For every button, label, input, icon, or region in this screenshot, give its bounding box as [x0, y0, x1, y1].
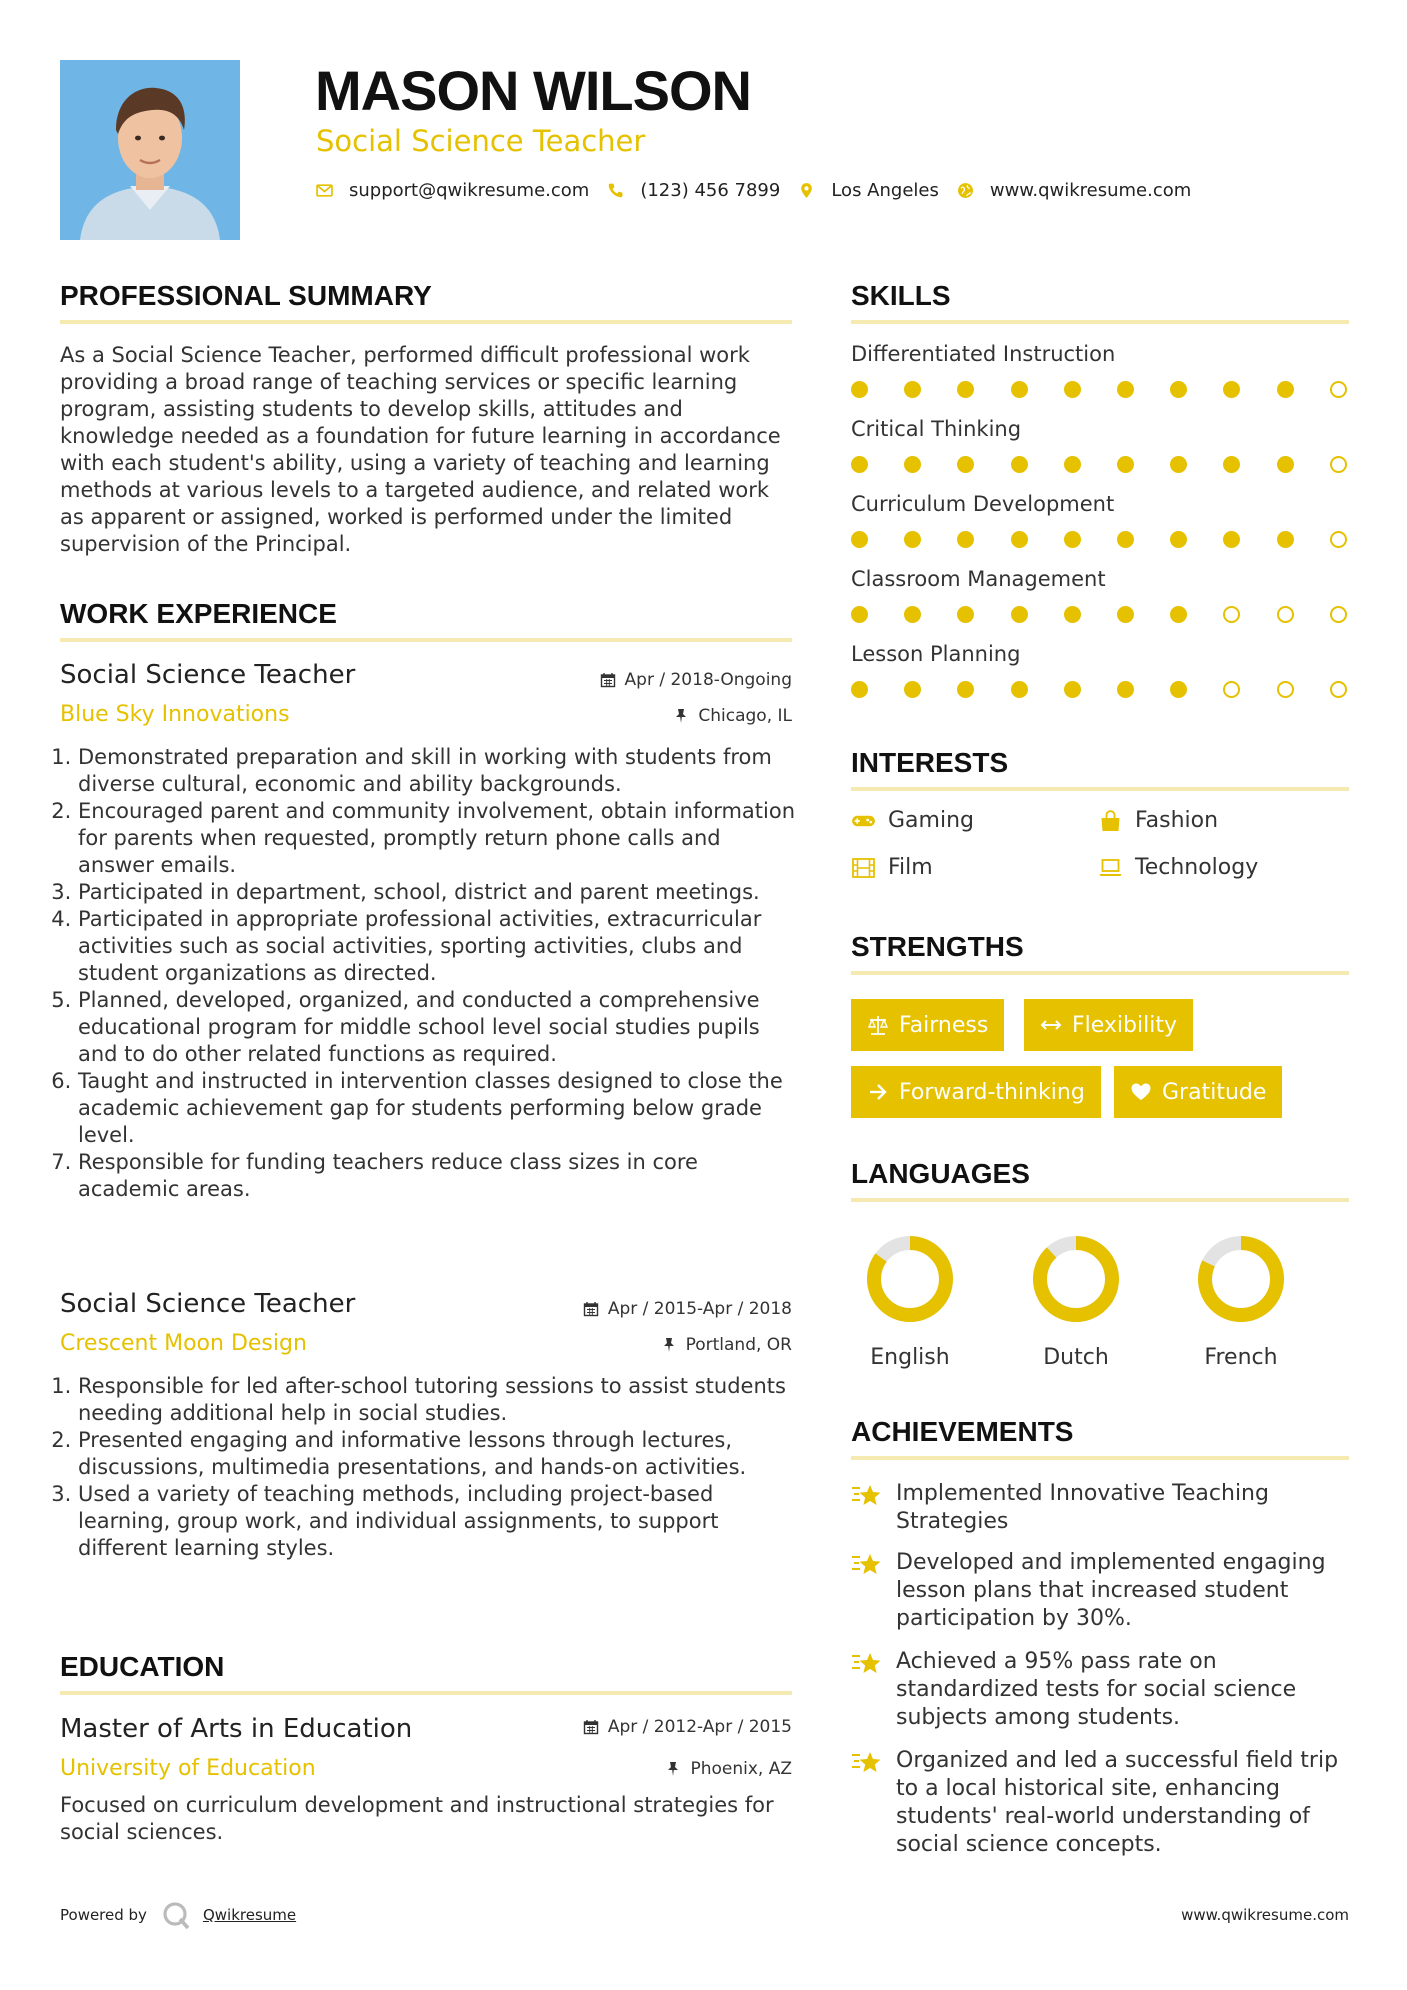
rating-dot-filled [904, 681, 921, 698]
film-icon [851, 857, 876, 879]
language-item [1016, 1234, 1136, 1370]
rating-dot-filled [1011, 606, 1028, 623]
duty-item: 3. Participated in department, school, district and parent meetings. [78, 879, 797, 906]
skill-name: Differentiated Instruction [851, 342, 1116, 366]
candidate-name: MASON WILSON [315, 59, 751, 122]
achievement-item [851, 1480, 1351, 1536]
skill-rating [851, 531, 1349, 551]
strengths-divider [851, 971, 1349, 975]
footer-website[interactable]: www.qwikresume.com [1181, 1906, 1349, 1924]
achievement-item [851, 1747, 1351, 1859]
interest-item [1098, 855, 1258, 880]
rating-dot-filled [1170, 681, 1187, 698]
map-pin-icon [798, 182, 815, 199]
job-dates-text: Apr / 2015-Apr / 2018 [607, 1299, 792, 1319]
language-donut [1196, 1234, 1286, 1324]
rating-dot-filled [1011, 456, 1028, 473]
languages-divider [851, 1198, 1349, 1202]
work-divider [60, 638, 792, 642]
interest-label: Gaming [888, 808, 974, 833]
skill-rating [851, 456, 1349, 476]
summary-heading: PROFESSIONAL SUMMARY [60, 280, 432, 311]
rating-dot-filled [1064, 531, 1081, 548]
duty-item: 2. Encouraged parent and community involvement, obtain information for parents when requested, promptly return phone calls and answer emails. [78, 798, 797, 879]
job-title: Social Science Teacher [60, 660, 356, 690]
rating-dot-filled [1223, 531, 1240, 548]
heart-icon [1130, 1081, 1152, 1103]
rating-dot-filled [1277, 531, 1294, 548]
skill-rating [851, 606, 1349, 626]
rating-dot-filled [1117, 681, 1134, 698]
achievements-heading: ACHIEVEMENTS [851, 1416, 1074, 1447]
person-portrait-icon [60, 60, 240, 240]
rating-dot-empty [1277, 606, 1294, 623]
job-title: Social Science Teacher [60, 1289, 356, 1319]
qwikresume-logo-icon [161, 1900, 191, 1930]
job-dates [583, 1299, 792, 1319]
education-dates-text: Apr / 2012-Apr / 2015 [607, 1717, 792, 1737]
rating-dot-filled [1117, 381, 1134, 398]
interests-heading: INTERESTS [851, 747, 1009, 778]
rating-dot-filled [1277, 456, 1294, 473]
rating-dot-filled [1170, 381, 1187, 398]
shooting-star-icon [851, 1748, 883, 1776]
strength-badge [851, 1066, 1101, 1118]
rating-dot-filled [851, 531, 868, 548]
rating-dot-filled [1223, 456, 1240, 473]
laptop-icon [1098, 857, 1123, 879]
rating-dot-filled [1170, 606, 1187, 623]
email-text: support@qwikresume.com [349, 180, 590, 201]
education-location [665, 1759, 792, 1779]
achievement-text: Organized and led a successful field trip to a local historical site, enhancing students' real-world understanding of social science concepts. [896, 1748, 1339, 1857]
achievement-item [851, 1648, 1351, 1732]
rating-dot-filled [1064, 681, 1081, 698]
phone-text: (123) 456 7899 [640, 180, 781, 201]
interest-label: Technology [1135, 855, 1259, 880]
shooting-star-icon [851, 1649, 883, 1677]
contact-website[interactable] [957, 180, 1191, 201]
rating-dot-filled [1170, 456, 1187, 473]
contact-bar [316, 180, 1209, 201]
job-dates-text: Apr / 2018-Ongoing [624, 670, 792, 690]
pushpin-icon [673, 708, 689, 724]
rating-dot-filled [957, 381, 974, 398]
contact-location [798, 180, 939, 201]
rating-dot-filled [904, 381, 921, 398]
education-location-text: Phoenix, AZ [690, 1759, 792, 1779]
achievement-item [851, 1549, 1351, 1633]
shooting-star-icon [851, 1481, 883, 1509]
education-heading: EDUCATION [60, 1651, 225, 1682]
strength-badge [1114, 1066, 1282, 1118]
rating-dot-filled [957, 531, 974, 548]
rating-dot-empty [1330, 456, 1347, 473]
rating-dot-filled [957, 606, 974, 623]
rating-dot-empty [1277, 681, 1294, 698]
rating-dot-empty [1330, 381, 1347, 398]
strength-label: Gratitude [1162, 1079, 1267, 1105]
education-dates [583, 1717, 792, 1737]
skill-name: Lesson Planning [851, 642, 1021, 666]
rating-dot-empty [1223, 606, 1240, 623]
strength-label: Forward-thinking [899, 1079, 1085, 1105]
degree-title: Master of Arts in Education [60, 1714, 413, 1744]
rating-dot-filled [957, 681, 974, 698]
shooting-star-icon [851, 1550, 883, 1578]
rating-dot-filled [904, 531, 921, 548]
strengths-heading: STRENGTHS [851, 931, 1024, 962]
interest-label: Film [888, 855, 933, 880]
globe-icon [957, 182, 974, 199]
summary-text: As a Social Science Teacher, performed difficult professional work providing a broad range of teaching services or specific learning program, assisting students to develop skills, attitudes and knowledge needed as a foundation for future learning in accordance with each student's ability, using a variety of teaching and learning methods at various levels to a targeted audience, and related work as apparent or assigned, worked is performed under the limited supervision of the Principal. [60, 343, 781, 556]
calendar-icon [583, 1301, 599, 1317]
donut-fill [1040, 1243, 1112, 1315]
achievements-divider [851, 1456, 1349, 1460]
skills-heading: SKILLS [851, 280, 951, 311]
duty-item: 1. Responsible for led after-school tutoring sessions to assist students needing additional help in social studies. [78, 1373, 797, 1427]
rating-dot-filled [1117, 606, 1134, 623]
location-text: Los Angeles [831, 180, 939, 201]
education-description: Focused on curriculum development and instructional strategies for social sciences. [60, 1793, 774, 1844]
achievement-text: Achieved a 95% pass rate on standardized tests for social science subjects among students. [896, 1649, 1297, 1730]
balance-scale-icon [867, 1014, 889, 1036]
job-location-text: Portland, OR [685, 1335, 792, 1355]
rating-dot-empty [1330, 681, 1347, 698]
interest-label: Fashion [1135, 808, 1219, 833]
duty-item: 4. Participated in appropriate professional activities, extracurricular activities such as social activities, sporting activities, clubs and student organizations as directed. [78, 906, 797, 987]
rating-dot-filled [904, 456, 921, 473]
interests-divider [851, 787, 1349, 791]
duty-item: 7. Responsible for funding teachers reduce class sizes in core academic areas. [78, 1149, 797, 1203]
envelope-icon [316, 182, 333, 199]
job-location [673, 706, 792, 726]
language-donut [1031, 1234, 1121, 1324]
language-name: French [1204, 1345, 1278, 1370]
skills-divider [851, 320, 1349, 324]
interest-item [1098, 808, 1218, 833]
language-item [1181, 1234, 1301, 1370]
contact-phone[interactable] [607, 180, 780, 201]
rating-dot-filled [1064, 456, 1081, 473]
skill-name: Classroom Management [851, 567, 1106, 591]
rating-dot-filled [1011, 381, 1028, 398]
rating-dot-filled [851, 456, 868, 473]
achievement-text: Implemented Innovative Teaching Strategies [896, 1481, 1269, 1534]
duty-item: 3. Used a variety of teaching methods, including project-based learning, group work, and individual assignments, to support different learning styles. [78, 1481, 797, 1562]
footer-powered-by [60, 1900, 296, 1930]
summary-divider [60, 320, 792, 324]
duty-item: 6. Taught and instructed in intervention classes designed to close the academic achievement gap for students performing below grade level. [78, 1068, 797, 1149]
achievement-text: Developed and implemented engaging lesson plans that increased student participation by 30%. [896, 1550, 1326, 1631]
rating-dot-filled [1064, 381, 1081, 398]
skill-name: Curriculum Development [851, 492, 1115, 516]
job-location-text: Chicago, IL [698, 706, 792, 726]
rating-dot-filled [1064, 606, 1081, 623]
job-dates [600, 670, 792, 690]
duty-item: 5. Planned, developed, organized, and conducted a comprehensive educational program for middle school level social studies pupils and to do other related functions as required. [78, 987, 797, 1068]
rating-dot-filled [1117, 456, 1134, 473]
language-item [850, 1234, 970, 1370]
rating-dot-empty [1223, 681, 1240, 698]
interest-item [851, 808, 974, 833]
rating-dot-filled [1117, 531, 1134, 548]
education-divider [60, 1691, 792, 1695]
rating-dot-filled [1223, 381, 1240, 398]
duty-item: 1. Demonstrated preparation and skill in working with students from diverse cultural, economic and ability backgrounds. [78, 744, 797, 798]
qwikresume-link[interactable]: Qwikresume [202, 1906, 297, 1924]
rating-dot-filled [851, 381, 868, 398]
powered-by-text: Powered by [60, 1906, 147, 1924]
company-name: Blue Sky Innovations [60, 702, 290, 727]
rating-dot-filled [1011, 681, 1028, 698]
rating-dot-filled [1170, 531, 1187, 548]
phone-icon [607, 182, 624, 199]
pushpin-icon [665, 1761, 681, 1777]
strength-badge [851, 999, 1004, 1051]
rating-dot-filled [904, 606, 921, 623]
work-heading: WORK EXPERIENCE [60, 598, 337, 629]
school-name: University of Education [60, 1756, 316, 1781]
rating-dot-empty [1330, 531, 1347, 548]
company-name: Crescent Moon Design [60, 1331, 307, 1356]
rating-dot-filled [851, 681, 868, 698]
profile-photo [60, 60, 240, 240]
languages-heading: LANGUAGES [851, 1158, 1030, 1189]
language-name: English [870, 1345, 950, 1370]
calendar-icon [583, 1719, 599, 1735]
strength-label: Fairness [899, 1012, 989, 1038]
website-text: www.qwikresume.com [989, 180, 1192, 201]
duty-item: 2. Presented engaging and informative lessons through lectures, discussions, multimedia presentations, and hands-on activities. [78, 1427, 797, 1481]
rating-dot-filled [851, 606, 868, 623]
rating-dot-filled [957, 456, 974, 473]
shopping-bag-icon [1098, 810, 1123, 832]
contact-email[interactable] [316, 180, 589, 201]
strength-badge [1024, 999, 1193, 1051]
candidate-title: Social Science Teacher [316, 124, 646, 158]
rating-dot-filled [1277, 381, 1294, 398]
language-name: Dutch [1043, 1345, 1109, 1370]
rating-dot-empty [1330, 606, 1347, 623]
interest-item [851, 855, 933, 880]
language-donut [865, 1234, 955, 1324]
skill-rating [851, 681, 1349, 701]
job-duties-list [52, 744, 797, 1203]
arrows-horizontal-icon [1040, 1014, 1062, 1036]
skill-rating [851, 381, 1349, 401]
arrow-right-icon [867, 1081, 889, 1103]
rating-dot-filled [1011, 531, 1028, 548]
pushpin-icon [661, 1337, 677, 1353]
strength-label: Flexibility [1072, 1012, 1177, 1038]
calendar-icon [600, 672, 616, 688]
skill-name: Critical Thinking [851, 417, 1022, 441]
job-location [661, 1335, 792, 1355]
gamepad-icon [851, 810, 876, 832]
job-duties-list [52, 1373, 797, 1562]
